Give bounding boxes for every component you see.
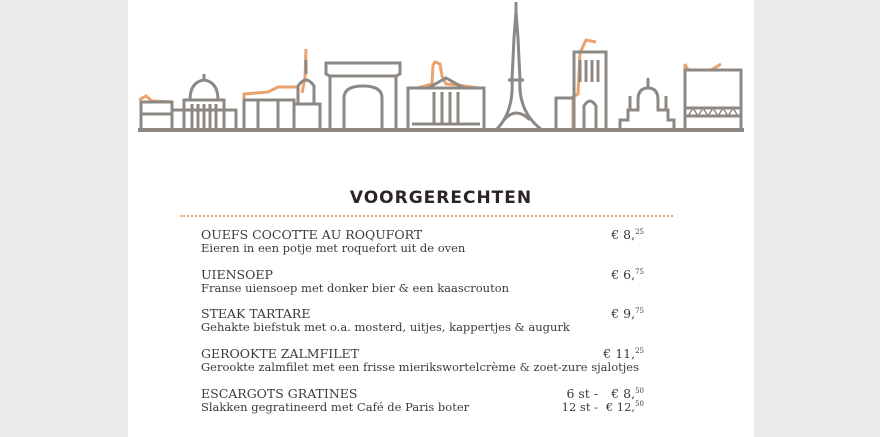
menu-item (201, 267, 644, 301)
price-main: € 12, (605, 400, 636, 414)
item-price (611, 267, 644, 282)
item-name: ESCARGOTS GRATINES (201, 386, 358, 401)
section-title: VOORGERECHTEN (349, 188, 533, 208)
item-description: Franse uiensoep met donker bier & een kaascrouton (201, 281, 510, 295)
price-cents: 50 (635, 387, 644, 395)
price-main: € 8, (611, 227, 636, 242)
item-name: STEAK TARTARE (201, 306, 311, 321)
item-description: Gerookte zalmfilet met een frisse mierikswortelcrème & zoet-zure sjalotjes (201, 360, 640, 374)
price-cents: 75 (635, 307, 644, 315)
item-quantity: 12 st - (561, 400, 598, 414)
item-description: Eieren in een potje met roquefort uit de oven (201, 241, 466, 255)
item-price (611, 306, 644, 321)
item-price (611, 227, 644, 242)
item-price (606, 400, 644, 414)
price-cents: 25 (635, 228, 644, 236)
item-description: Slakken gegratineerd met Café de Paris boter (201, 400, 470, 414)
menu-item (201, 346, 644, 380)
item-name: OUEFS COCOTTE AU ROQUFORT (201, 227, 423, 242)
item-name: GEROOKTE ZALMFILET (201, 346, 359, 361)
price-cents: 75 (635, 268, 644, 276)
menu-item (201, 386, 644, 420)
item-price (603, 346, 644, 361)
menu-item (201, 306, 644, 340)
price-cents: 25 (635, 347, 644, 355)
price-cents: 50 (635, 400, 644, 408)
price-main: € 8, (611, 386, 636, 401)
item-quantity: 6 st - (566, 386, 598, 401)
price-main: € 11, (603, 346, 636, 361)
price-main: € 9, (611, 306, 636, 321)
item-price (611, 386, 644, 401)
item-name: UIENSOEP (201, 267, 273, 282)
menu-item (201, 227, 644, 261)
paris-skyline-illustration (128, 0, 754, 140)
dotted-divider (180, 215, 673, 217)
item-description: Gehakte biefstuk met o.a. mosterd, uitjes, kappertjes & augurk (201, 320, 570, 334)
price-main: € 6, (611, 267, 636, 282)
menu-page (128, 0, 754, 437)
